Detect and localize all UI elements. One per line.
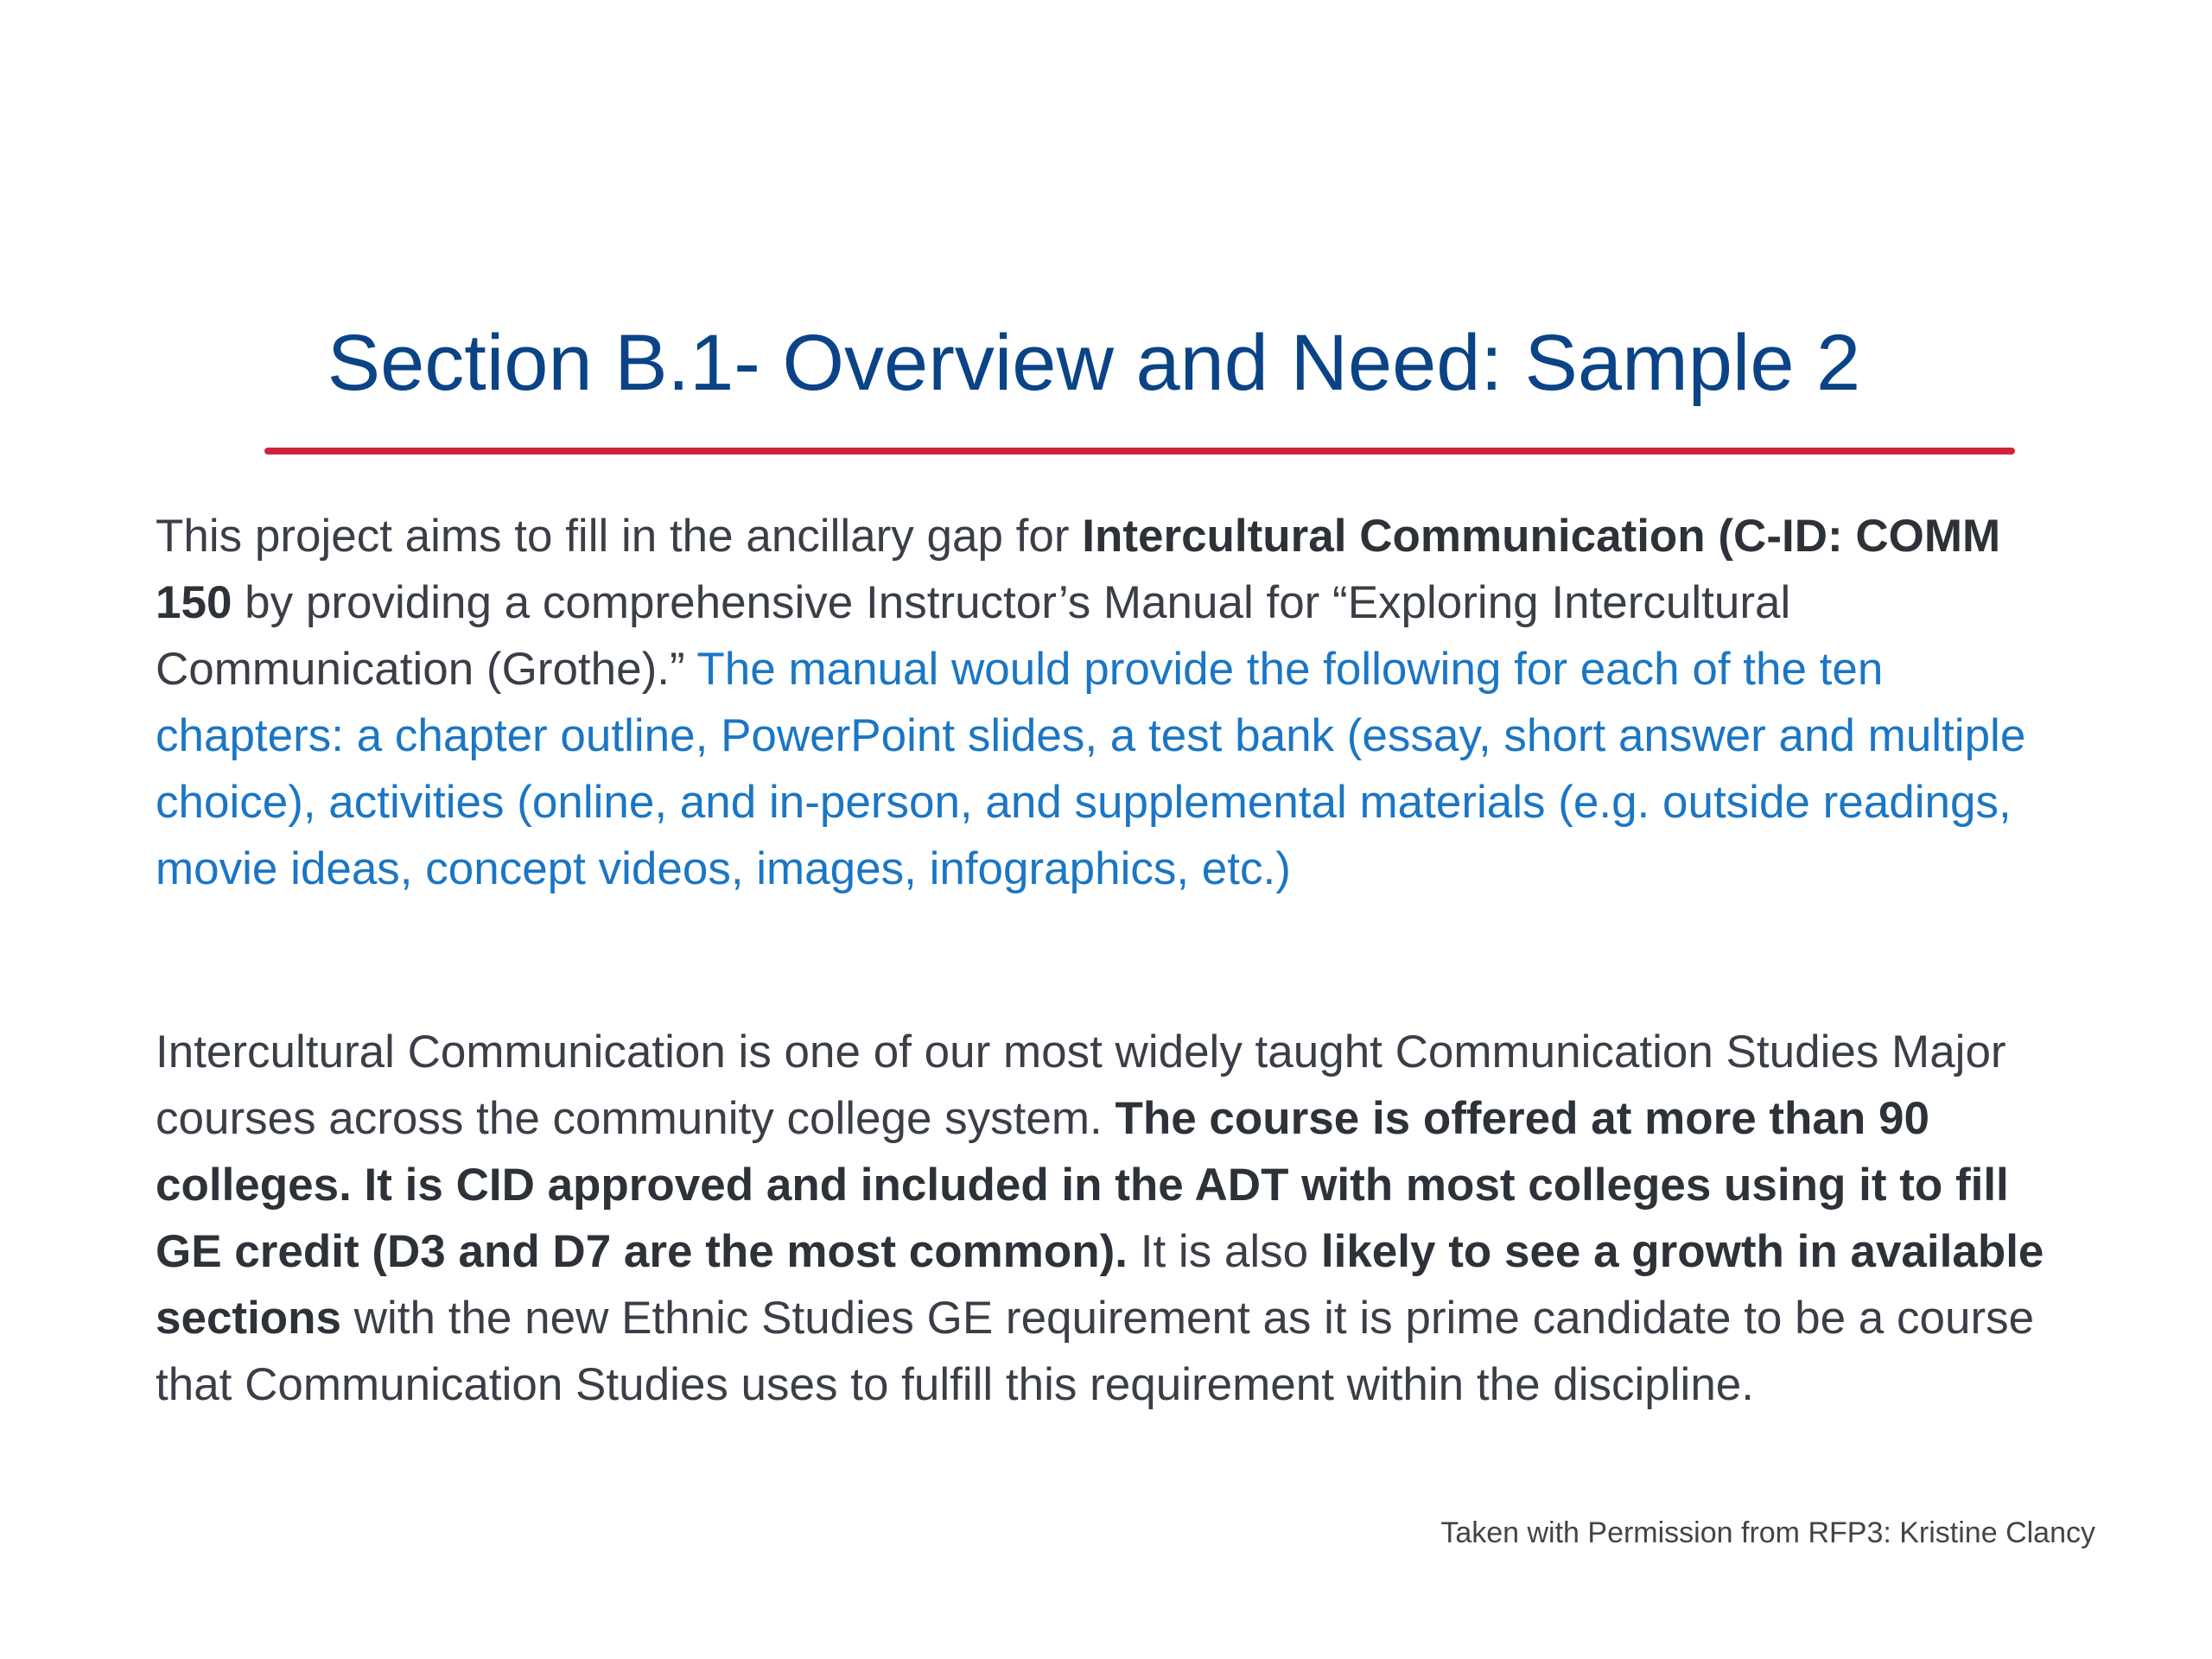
title-underline-rule: [264, 448, 2015, 454]
need-text-intro: Intercultural Communication is one of our most widely taught Communication Studies Major courses across the community college system.: [156, 1027, 2006, 1144]
overview-text-intro: This project aims to fill in the ancillary gap for: [156, 511, 1083, 562]
permission-credit: Taken with Permission from RFP3: Kristine Clancy: [1440, 1516, 2095, 1549]
overview-course-name: Intercultural Communication (C-ID: COMM 150: [156, 511, 2001, 628]
need-growth-claim: likely to see a growth in available sections: [156, 1226, 2044, 1344]
need-paragraph: [156, 1019, 2082, 1418]
need-offering-stats: The course is offered at more than 90 colleges. It is CID approved and included in the ADT with most colleges using it to fill GE credit (D3 and D7 are the most common).: [156, 1093, 2009, 1277]
overview-manual-contents: The manual would provide the following for each of the ten chapters: a chapter outline, PowerPoint slides, a test bank (essay, short answer and multiple choice), activities (online, and in-person, and supplemental materials (e.g. outside readings, movie ideas, concept videos, images, infographics, etc.): [156, 644, 2026, 894]
need-text-ethnic-studies: with the new Ethnic Studies GE requirement as it is prime candidate to be a course that Communication Studies uses to fulfill this requirement within the discipline.: [156, 1293, 2035, 1410]
need-text-also: It is also: [1128, 1226, 1321, 1277]
overview-paragraph: [156, 503, 2082, 902]
slide-title: Section B.1- Overview and Need: Sample 2: [327, 319, 1861, 407]
overview-text-manual: by providing a comprehensive Instructor’s Manual for “Exploring Intercultural Communication (Grothe).”: [156, 577, 1791, 695]
